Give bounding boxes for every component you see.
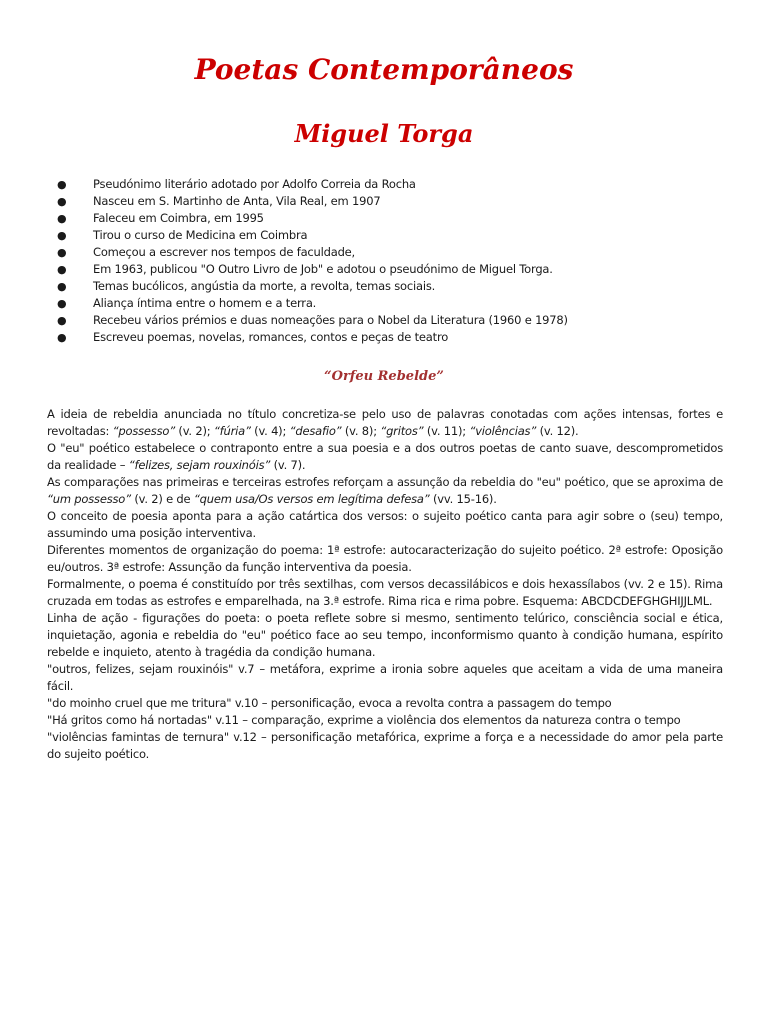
quote-span: “felizes, sejam rouxinóis” [128,458,271,472]
text-span: (v. 2); [174,424,214,438]
paragraph-organization: Diferentes momentos de organização do poema: 1ª estrofe: autocaracterização do sujeito poético. 2ª estrofe: Oposição eu/outros. 3ª estrofe: Assunção da função interventiva da poesia. [47,543,723,574]
list-item [52,176,742,193]
poem-title: “Orfeu Rebelde” [324,369,444,384]
text-span: (v. 7). [270,458,306,472]
paragraph-comparisons [47,474,723,508]
list-item-text: Faleceu em Coimbra, em 1995 [93,211,264,225]
bullet-icon: ● [57,195,67,208]
quote-span: “um possesso” [47,492,131,506]
bullet-icon: ● [57,246,67,259]
list-item-text: Pseudónimo literário adotado por Adolfo Correia da Rocha [93,177,416,191]
paragraph-poetry-concept: O conceito de poesia aponta para a ação catártica dos versos: o sujeito poético canta para agir sobre o (seu) tempo, assumindo uma posição interventiva. [47,509,723,540]
paragraph-metaphoric-personification: "violências famintas de ternura" v.12 – personificação metafórica, exprime a força e a necessidade do amor pela parte do sujeito poético. [47,730,723,761]
text-span: As comparações nas primeiras e terceiras estrofes reforçam a assunção da rebeldia do "eu" poético, que se aproxima de [47,475,723,489]
list-item-text: Nasceu em S. Martinho de Anta, Vila Real, em 1907 [93,194,381,208]
quote-span: “possesso” [112,424,175,438]
quote-span: “gritos” [380,424,424,438]
list-item [52,295,742,312]
analysis-text [47,406,723,763]
text-span: (v. 8); [341,424,381,438]
list-item [52,312,742,329]
paragraph-form: Formalmente, o poema é constituído por três sextilhas, com versos decassilábicos e dois hexassílabos (vv. 2 e 15). Rima cruzada em todas as estrofes e emparelhada, na 3.ª estrofe. Rima rica e rima pobre. Esquema: ABCDCDEFGHGHIJJLML. [47,577,723,608]
text-span: O "eu" poético estabelece o contraponto entre a sua poesia e a dos outros poetas de canto suave, descomprometidos da realidade – [47,441,723,472]
list-item-text: Aliança íntima entre o homem e a terra. [93,296,317,310]
biography-list [52,176,742,346]
paragraph-comparison: "Há gritos como há nortadas" v.11 – comparação, exprime a violência dos elementos da natureza contra o tempo [47,713,681,727]
list-item-text: Recebeu vários prémios e duas nomeações para o Nobel da Literatura (1960 e 1978) [93,313,568,327]
document-title: Poetas Contemporâneos [194,53,574,86]
list-item-text: Temas bucólicos, angústia da morte, a revolta, temas sociais. [93,279,436,293]
list-item [52,210,742,227]
text-span: (v. 12). [536,424,579,438]
text-span: (v. 4); [250,424,290,438]
list-item-text: Em 1963, publicou "O Outro Livro de Job" e adotou o pseudónimo de Miguel Torga. [93,262,553,276]
list-item [52,244,742,261]
quote-span: “violências” [469,424,537,438]
list-item-text: Escreveu poemas, novelas, romances, contos e peças de teatro [93,330,449,344]
list-item [52,193,742,210]
list-item [52,227,742,244]
bullet-icon: ● [57,280,67,293]
quote-span: “desafio” [289,424,342,438]
bullet-icon: ● [57,297,67,310]
list-item-text: Começou a escrever nos tempos de faculdade, [93,245,356,259]
paragraph-counterpoint [47,440,723,474]
bullet-icon: ● [57,263,67,276]
paragraph-line-of-action: Linha de ação - figurações do poeta: o poeta reflete sobre si mesmo, sentimento telúrico, consciência social e ética, inquietação, agonia e rebeldia do "eu" poético face ao seu tempo, inconformismo quanto à condição humana, espírito rebelde e inquieto, atento à tragédia da condição humana. [47,611,723,659]
bullet-icon: ● [57,229,67,242]
list-item [52,329,742,346]
quote-span: “fúria” [213,424,251,438]
list-item-text: Tirou o curso de Medicina em Coimbra [93,228,308,242]
text-span: A ideia de rebeldia anunciada no título concretiza-se pelo uso de palavras conotadas com ações intensas, fortes e revoltadas: [47,407,723,438]
list-item [52,278,742,295]
bullet-icon: ● [57,331,67,344]
paragraph-personification: "do moinho cruel que me tritura" v.10 – personificação, evoca a revolta contra a passagem do tempo [47,696,612,710]
paragraph-metaphor: "outros, felizes, sejam rouxinóis" v.7 – metáfora, exprime a ironia sobre aqueles que aceitam a vida de uma maneira fácil. [47,662,723,693]
bullet-icon: ● [57,314,67,327]
paragraph-rebellion [47,406,723,440]
text-span: (vv. 15-16). [429,492,497,506]
text-span: (v. 2) e de [130,492,194,506]
bullet-icon: ● [57,212,67,225]
list-item [52,261,742,278]
text-span: (v. 11); [423,424,470,438]
author-name: Miguel Torga [294,119,474,148]
quote-span: “quem usa/Os versos em legítima defesa” [193,492,430,506]
bullet-icon: ● [57,178,67,191]
